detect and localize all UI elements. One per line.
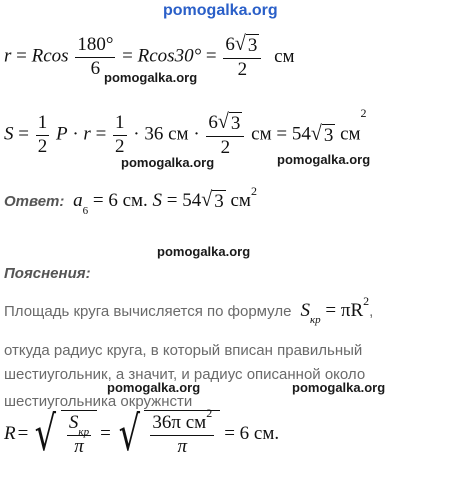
explanation-line-2: откуда радиус круга, в который вписан правильный bbox=[4, 342, 363, 359]
eq3-equals: = bbox=[17, 423, 29, 444]
eq1-frac-den: 6 bbox=[90, 57, 101, 79]
sqrt-sign: √ bbox=[34, 406, 57, 462]
eq2-result-rad: 3 bbox=[323, 124, 334, 146]
eq3-frac2-den: π bbox=[177, 436, 188, 457]
equation-radius bbox=[4, 406, 280, 462]
eq1-equals-3: = bbox=[205, 45, 217, 67]
eq3-equals-2: = bbox=[100, 423, 111, 444]
eq2-equals-3: = bbox=[276, 123, 288, 145]
explanation-heading: Пояснения: bbox=[4, 265, 91, 282]
eq3-frac2-num-text: 36π см bbox=[152, 412, 207, 434]
eq3-frac1-sub: кр bbox=[78, 425, 90, 438]
eq3-frac2-num bbox=[150, 406, 214, 436]
explanation-line-1 bbox=[4, 294, 374, 326]
eq1-rcos: Rcos bbox=[31, 45, 69, 67]
formula-pow: 2 bbox=[363, 294, 370, 308]
sqrt-sign: √ 3 bbox=[310, 122, 334, 146]
eq2-equals-2: = bbox=[95, 123, 107, 145]
eq2-unit1: см bbox=[251, 123, 272, 145]
eq2-half-den: 2 bbox=[37, 135, 48, 157]
formula-area bbox=[300, 294, 374, 326]
answer-a-value: = 6 см. bbox=[92, 190, 148, 211]
answer-s-value: = 54 bbox=[166, 190, 202, 211]
answer-line bbox=[4, 184, 257, 218]
eq3-frac2-pow: 2 bbox=[206, 406, 213, 421]
answer-s-rad: 3 bbox=[214, 191, 224, 213]
eq1-frac2-num bbox=[223, 34, 261, 59]
eq1-lhs: r bbox=[4, 45, 12, 67]
eq1-fraction-2 bbox=[223, 34, 261, 81]
eq2-p: P bbox=[55, 123, 68, 145]
watermark: pomogalka.org bbox=[104, 70, 198, 85]
eq2-unit2: см bbox=[340, 123, 361, 145]
eq2-fraction bbox=[206, 112, 244, 159]
eq2-lhs: S bbox=[4, 123, 14, 145]
eq1-equals-2: = bbox=[122, 45, 133, 67]
eq2-mid: · 36 см · bbox=[133, 123, 200, 145]
watermark: pomogalka.org bbox=[121, 155, 215, 170]
eq1-unit: см bbox=[274, 45, 295, 67]
eq2-frac-den: 2 bbox=[220, 136, 231, 158]
eq2-frac-num bbox=[206, 112, 244, 137]
eq2-dot: · bbox=[72, 123, 79, 145]
answer-a-sub: 6 bbox=[82, 205, 89, 218]
eq1-frac-num: 180° bbox=[75, 35, 115, 58]
eq1-rcos30: Rcos30° bbox=[137, 45, 202, 67]
formula-s-sub: кр bbox=[310, 314, 321, 326]
eq1-frac2-den: 2 bbox=[237, 58, 248, 80]
eq3-fraction-2 bbox=[150, 406, 214, 458]
watermark: pomogalka.org bbox=[157, 244, 251, 259]
answer-s-pow: 2 bbox=[250, 184, 257, 198]
eq2-half2-num: 1 bbox=[113, 113, 127, 136]
formula-s: S bbox=[300, 300, 311, 321]
eq1-frac2-coef: 6 bbox=[225, 33, 235, 55]
answer-s-unit: см bbox=[230, 190, 251, 211]
answer-s: S bbox=[152, 190, 163, 211]
eq2-result-coef: 54 bbox=[291, 123, 311, 145]
eq2-frac-coef: 6 bbox=[208, 111, 218, 133]
formula-rhs: = πR bbox=[325, 300, 364, 321]
eq1-frac2-rad: 3 bbox=[247, 35, 258, 56]
eq1-equals: = bbox=[16, 45, 27, 67]
eq2-half-num: 1 bbox=[36, 113, 50, 136]
explanation-line-4: шестиугольника окружнсти bbox=[4, 393, 193, 410]
formula-end: , bbox=[369, 303, 374, 320]
eq3-sqrt1-content bbox=[61, 410, 97, 458]
eq3-frac1-num bbox=[67, 413, 91, 436]
sqrt-sign: √ 3 bbox=[217, 110, 241, 134]
eq2-equals: = bbox=[18, 123, 29, 145]
eq3-lhs: R bbox=[4, 423, 16, 444]
answer-a: a bbox=[73, 190, 83, 211]
eq3-frac1-s: S bbox=[68, 412, 79, 434]
watermark-top: pomogalka.org bbox=[163, 2, 278, 19]
eq2-frac-rad: 3 bbox=[230, 113, 241, 134]
eq3-frac1-den: π bbox=[74, 436, 84, 457]
watermark: pomogalka.org bbox=[292, 380, 386, 395]
eq3-sqrt2-content bbox=[144, 406, 220, 458]
sqrt-sign: √ bbox=[118, 406, 140, 462]
explanation-text-1: Площадь круга вычисляется по формуле bbox=[4, 303, 292, 320]
answer-label: Ответ: bbox=[4, 193, 65, 210]
eq2-r: r bbox=[83, 123, 91, 145]
eq2-half-2 bbox=[113, 113, 127, 158]
eq3-result: = 6 см. bbox=[224, 423, 280, 444]
sqrt-sign: √ 3 bbox=[234, 32, 258, 56]
eq2-half bbox=[36, 113, 50, 158]
eq2-half2-den: 2 bbox=[115, 135, 125, 157]
sqrt-sign: √ 3 bbox=[201, 188, 224, 213]
watermark: pomogalka.org bbox=[277, 152, 371, 167]
eq2-unit2-pow: 2 bbox=[360, 106, 367, 120]
eq3-fraction-1 bbox=[67, 413, 91, 458]
explanation-line-3: шестиугольник, а значит, и радиус описанной около bbox=[4, 366, 366, 383]
watermark: pomogalka.org bbox=[107, 380, 201, 395]
